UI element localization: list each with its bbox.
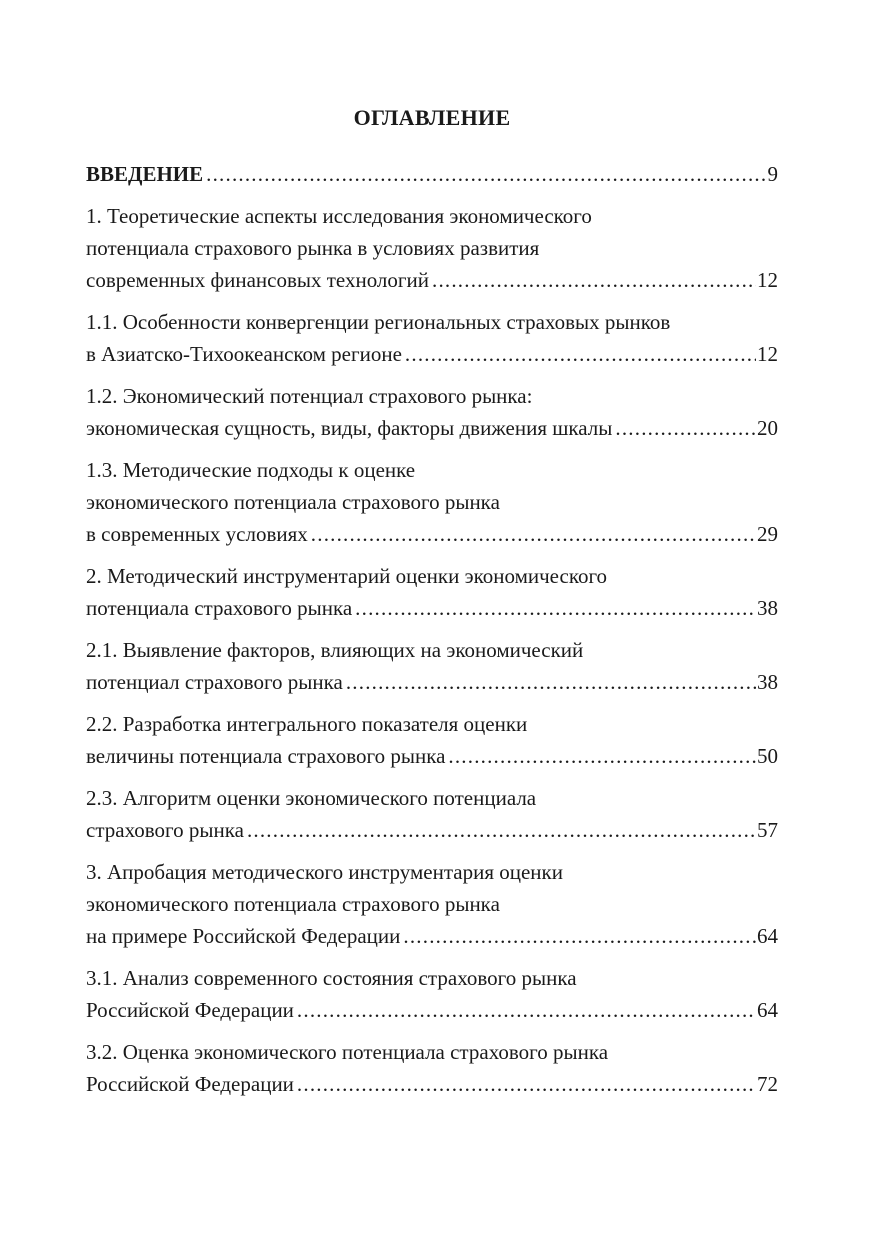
toc-entry-last-line: [86, 666, 778, 698]
dot-leader: [247, 814, 756, 846]
toc-entry-last-line: [86, 994, 778, 1026]
toc-entry-title: современных финансовых технологий: [86, 268, 429, 292]
dot-leader: [297, 1068, 756, 1100]
toc-page-number: 12: [757, 342, 778, 366]
toc-entry-line: 2.1. Выявление факторов, влияющих на экономический: [86, 638, 584, 662]
toc-entry-title: в современных условиях: [86, 522, 308, 546]
toc-entry-last-line: [86, 518, 778, 550]
toc-page-number: 20: [757, 416, 778, 440]
toc-entry-line: 1. Теоретические аспекты исследования экономического: [86, 204, 592, 228]
dot-leader: [432, 264, 756, 296]
toc-entry-chapter-1[interactable]: [86, 200, 778, 296]
toc-page-number: 64: [757, 998, 778, 1022]
dot-leader: [346, 666, 756, 698]
toc-entry-introduction[interactable]: [86, 158, 778, 190]
toc-entry-line: 3. Апробация методического инструментария оценки: [86, 860, 563, 884]
dot-leader: [405, 338, 756, 370]
toc-entry-line: 1.2. Экономический потенциал страхового рынка:: [86, 384, 533, 408]
toc-entry-line: 3.2. Оценка экономического потенциала страхового рынка: [86, 1040, 609, 1064]
toc-entry-section-3-1[interactable]: [86, 962, 778, 1026]
toc-entry-last-line: [86, 412, 778, 444]
toc-entry-line: 2.3. Алгоритм оценки экономического потенциала: [86, 786, 537, 810]
toc-page-number: 38: [757, 596, 778, 620]
toc-entry-title: страхового рынка: [86, 818, 244, 842]
dot-leader: [311, 518, 756, 550]
toc-entry-title: потенциал страхового рынка: [86, 670, 343, 694]
toc-page-number: 29: [757, 522, 778, 546]
toc-entry-last-line: [86, 814, 778, 846]
toc-entry-section-2-3[interactable]: [86, 782, 778, 846]
toc-entry-title: Российской Федерации: [86, 998, 294, 1022]
toc-entry-line: 3.1. Анализ современного состояния страхового рынка: [86, 966, 577, 990]
toc-entry-section-1-1[interactable]: [86, 306, 778, 370]
toc-entry-line: экономического потенциала страхового рынка: [86, 490, 500, 514]
toc-entry-line: 1.1. Особенности конвергенции региональных страховых рынков: [86, 310, 671, 334]
toc-entry-chapter-2[interactable]: [86, 560, 778, 624]
toc-page-number: 12: [757, 268, 778, 292]
toc-entry-title: потенциала страхового рынка: [86, 596, 353, 620]
toc-entry-line: 1.3. Методические подходы к оценке: [86, 458, 416, 482]
toc-entry-section-1-3[interactable]: [86, 454, 778, 550]
toc-entry-last-line: [86, 338, 778, 370]
toc-page: [86, 0, 778, 1110]
dot-leader: [615, 412, 756, 444]
dot-leader: [448, 740, 756, 772]
toc-entry-title: экономическая сущность, виды, факторы движения шкалы: [86, 416, 613, 440]
toc-entry-section-2-2[interactable]: [86, 708, 778, 772]
toc-entry-line: 2.2. Разработка интегрального показателя оценки: [86, 712, 528, 736]
toc-page-number: 64: [757, 924, 778, 948]
toc-entry-last-line: [86, 264, 778, 296]
toc-page-number: 38: [757, 670, 778, 694]
toc-entry-section-3-2[interactable]: [86, 1036, 778, 1100]
dot-leader: [297, 994, 756, 1026]
toc-entry-section-1-2[interactable]: [86, 380, 778, 444]
toc-entry-chapter-3[interactable]: [86, 856, 778, 952]
table-of-contents: [86, 158, 778, 1100]
toc-entry-section-2-1[interactable]: [86, 634, 778, 698]
toc-entry-last-line: [86, 1068, 778, 1100]
toc-entry-last-line: [86, 920, 778, 952]
toc-entry-last-line: [86, 158, 778, 190]
page-title: ОГЛАВЛЕНИЕ: [353, 105, 511, 130]
toc-page-number: 50: [757, 744, 778, 768]
dot-leader: [206, 158, 766, 190]
toc-entry-last-line: [86, 592, 778, 624]
toc-entry-line: потенциала страхового рынка в условиях развития: [86, 236, 540, 260]
toc-entry-title: величины потенциала страхового рынка: [86, 744, 446, 768]
toc-entry-last-line: [86, 740, 778, 772]
toc-entry-title: в Азиатско-Тихоокеанском регионе: [86, 342, 402, 366]
dot-leader: [355, 592, 756, 624]
toc-entry-title: ВВЕДЕНИЕ: [86, 162, 204, 186]
toc-entry-title: Российской Федерации: [86, 1072, 294, 1096]
toc-entry-line: 2. Методический инструментарий оценки экономического: [86, 564, 608, 588]
toc-page-number: 72: [757, 1072, 778, 1096]
toc-entry-title: на примере Российской Федерации: [86, 924, 401, 948]
dot-leader: [403, 920, 756, 952]
toc-entry-line: экономического потенциала страхового рынка: [86, 892, 500, 916]
toc-page-number: 57: [757, 818, 778, 842]
toc-page-number: 9: [767, 162, 778, 186]
